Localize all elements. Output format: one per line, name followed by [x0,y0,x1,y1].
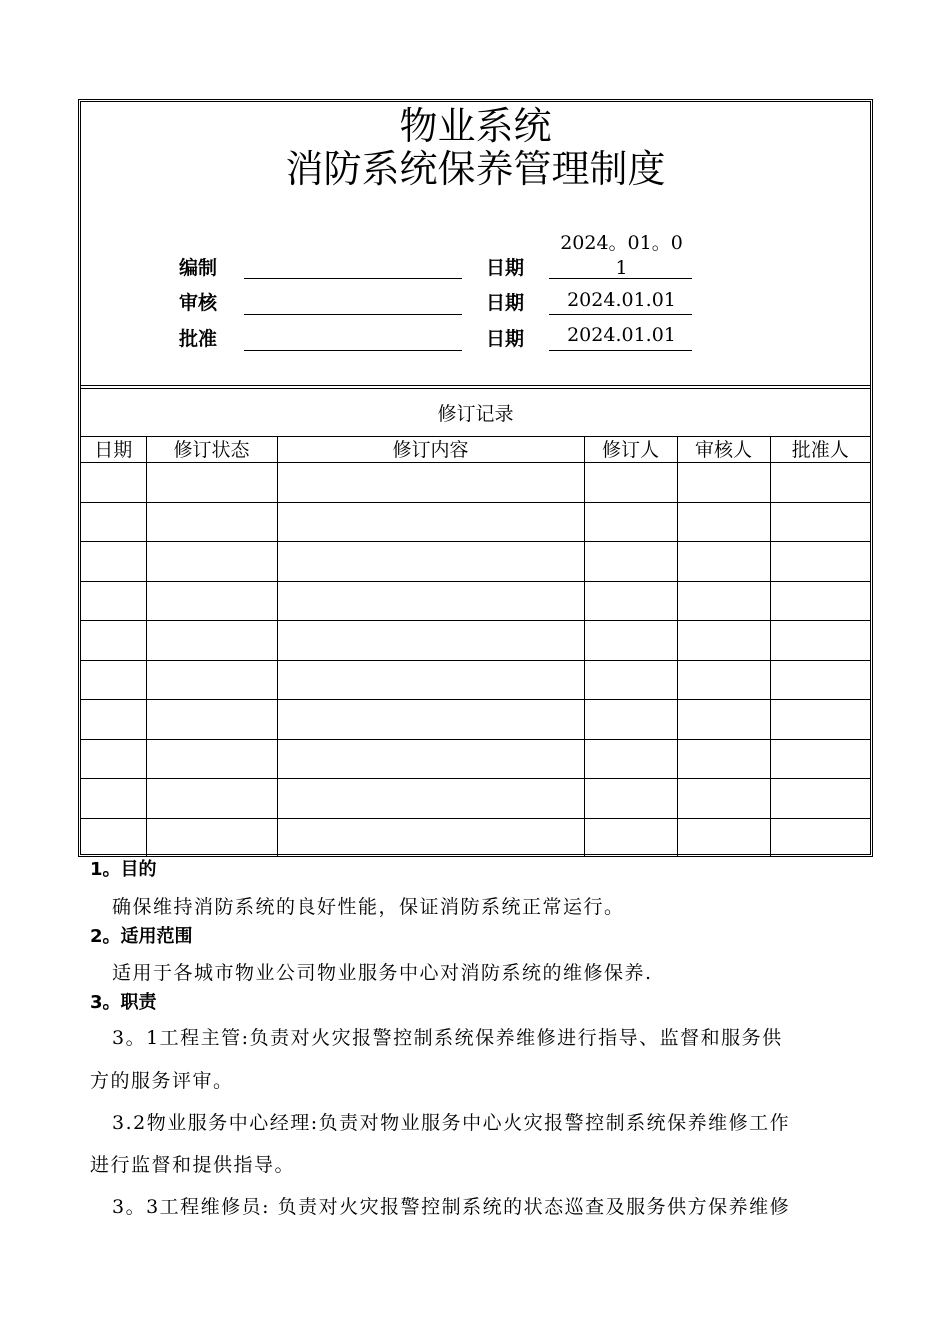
table-cell [81,502,146,542]
section-3-1-line1: 3。1工程主管:负责对火灾报警控制系统保养维修进行指导、监督和服务供 [112,1027,783,1049]
revision-table-body [81,463,870,858]
col-reviser: 修订人 [584,437,677,463]
table-cell [81,779,146,819]
table-cell [146,502,277,542]
date-value-2: 2024.01.01 [567,289,676,311]
doc-title-line1: 物业系统 [399,104,552,148]
approved-signature-line [244,350,462,351]
table-cell [677,818,770,857]
table-cell [770,739,870,779]
date-value-3: 2024.01.01 [567,324,676,346]
table-cell [770,542,870,582]
table-cell [770,660,870,700]
revision-record-title: 修订记录 [437,403,514,425]
table-cell [146,621,277,661]
revision-table-header [81,437,870,463]
reviewed-signature-line [244,314,462,315]
table-cell [146,779,277,819]
section-3-1-line2: 方的服务评审。 [90,1070,234,1092]
table-cell [277,739,584,779]
section-3-2-line2: 进行监督和提供指导。 [90,1154,296,1176]
table-row [81,660,870,700]
table-cell [277,818,584,857]
table-cell [146,581,277,621]
table-cell [770,700,870,740]
revision-table [81,436,870,857]
table-cell [584,779,677,819]
table-cell [677,542,770,582]
section-3-3-line1: 3。3工程维修员: 负责对火灾报警控制系统的状态巡查及服务供方保养维修 [112,1196,791,1218]
table-cell [277,700,584,740]
table-cell [584,660,677,700]
table-cell [770,463,870,503]
table-row [81,502,870,542]
table-row [81,581,870,621]
col-approver: 批准人 [770,437,870,463]
date-value-1-line1: 2024。01。0 [560,232,683,254]
table-cell [677,779,770,819]
table-row [81,739,870,779]
section-3-heading: 3。职责 [90,992,157,1013]
col-revision-content: 修订内容 [277,437,584,463]
table-cell [677,621,770,661]
table-cell [770,581,870,621]
section-1-heading: 1。目的 [90,859,157,880]
table-cell [677,660,770,700]
label-date-2: 日期 [486,292,525,314]
table-cell [677,739,770,779]
table-cell [146,818,277,857]
table-cell [81,542,146,582]
table-cell [81,660,146,700]
doc-title-line2: 消防系统保养管理制度 [285,147,666,191]
table-cell [277,621,584,661]
section-separator [81,385,870,389]
table-cell [277,502,584,542]
table-cell [146,700,277,740]
section-2-text: 适用于各城市物业公司物业服务中心对消防系统的维修保养. [112,962,653,984]
table-row [81,463,870,503]
table-cell [81,739,146,779]
table-row [81,818,870,857]
label-reviewed: 审核 [179,292,218,314]
table-cell [81,700,146,740]
section-2-heading: 2。适用范围 [90,926,193,947]
table-cell [81,818,146,857]
table-cell [770,818,870,857]
table-cell [677,502,770,542]
table-cell [277,581,584,621]
table-cell [677,463,770,503]
compiled-signature-line [244,278,462,279]
table-row [81,700,870,740]
col-date: 日期 [81,437,146,463]
table-cell [146,542,277,582]
table-cell [146,463,277,503]
table-cell [770,779,870,819]
table-cell [277,779,584,819]
date-line-2 [549,314,692,315]
table-cell [146,660,277,700]
table-cell [584,621,677,661]
table-cell [677,581,770,621]
table-cell [770,502,870,542]
col-revision-status: 修订状态 [146,437,277,463]
section-1-text: 确保维持消防系统的良好性能，保证消防系统正常运行。 [112,896,625,918]
col-reviewer: 审核人 [677,437,770,463]
label-compiled: 编制 [179,257,218,279]
table-cell [770,621,870,661]
table-cell [81,581,146,621]
document-frame [78,99,873,857]
date-value-1-line2: 1 [615,257,628,279]
table-cell [677,700,770,740]
table-row [81,621,870,661]
table-cell [584,818,677,857]
table-cell [277,463,584,503]
table-cell [81,463,146,503]
table-cell [277,542,584,582]
table-cell [584,581,677,621]
table-cell [146,739,277,779]
label-date-3: 日期 [486,328,525,350]
date-line-3 [549,350,692,351]
table-cell [584,502,677,542]
table-cell [81,621,146,661]
date-line-1 [549,278,692,279]
table-cell [584,739,677,779]
table-row [81,542,870,582]
label-approved: 批准 [179,328,218,350]
table-cell [584,542,677,582]
table-cell [584,463,677,503]
table-cell [277,660,584,700]
label-date-1: 日期 [486,257,525,279]
section-3-2-line1: 3.2物业服务中心经理:负责对物业服务中心火灾报警控制系统保养维修工作 [112,1112,791,1134]
table-cell [584,700,677,740]
table-row [81,779,870,819]
